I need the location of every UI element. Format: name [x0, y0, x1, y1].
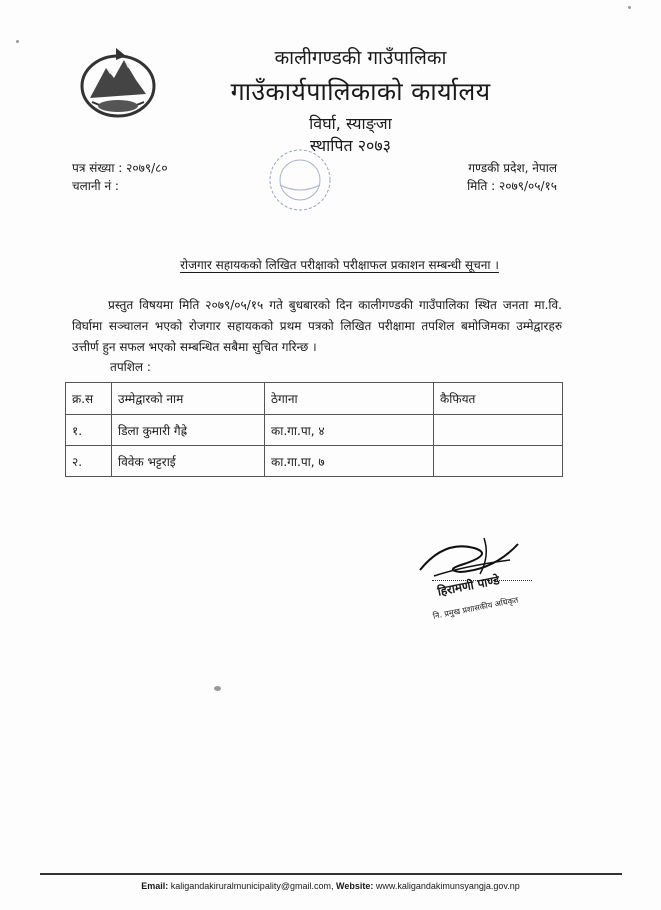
- header-address: ठेगाना: [265, 383, 434, 415]
- signatory-title: नि. प्रमुख प्रशासकीय अधिकृत: [432, 595, 520, 621]
- footer-contact: [0, 881, 661, 891]
- cell-serial: १.: [66, 415, 112, 446]
- footer-divider: [40, 873, 622, 875]
- office-stamp-icon: [250, 145, 350, 215]
- cell-serial: २.: [66, 446, 112, 477]
- subject-line: [0, 256, 661, 273]
- notice-body: [72, 295, 562, 358]
- website-label: Website:: [335, 881, 374, 891]
- municipality-name: कालीगण्डकी गाउँपालिका: [274, 47, 447, 69]
- scan-speck: [628, 6, 631, 9]
- table-row: [66, 446, 563, 477]
- letter-date: मिति : २०७९/०५/१५: [467, 179, 557, 193]
- dispatch-number: चलानी नं :: [72, 179, 119, 193]
- office-name: गाउँकार्यपालिकाको कार्यालय: [230, 77, 491, 106]
- reference-number: पत्र संख्या : २०७९/८०: [72, 161, 168, 175]
- cell-candidate-name: डिला कुमारी गैह्रे: [112, 415, 265, 446]
- header-serial: क्र.स: [66, 383, 112, 415]
- cell-address: का.गा.पा, ४: [265, 415, 434, 446]
- results-table: [65, 382, 563, 477]
- email-address[interactable]: kaligandakiruralmunicipality@gmail.com,: [170, 881, 334, 891]
- header-candidate-name: उम्मेद्वारको नाम: [112, 383, 265, 415]
- cell-remarks: [434, 415, 563, 446]
- subject-text: रोजगार सहायकको लिखित परीक्षाको परीक्षाफल प्रकाशन सम्बन्धी सूचना ।: [180, 258, 499, 272]
- signatory-name: हिरामणी पाण्डे: [436, 573, 501, 599]
- office-location: विर्घा, स्याङ्जा: [309, 114, 392, 133]
- province-name: गण्डकी प्रदेश, नेपाल: [468, 161, 557, 175]
- table-header-row: [66, 383, 563, 415]
- cell-candidate-name: विवेक भट्टराई: [112, 446, 265, 477]
- table-row: [66, 415, 563, 446]
- header-remarks: कैफियत: [434, 383, 563, 415]
- details-label: तपशिल :: [110, 360, 151, 374]
- notice-body-text: प्रस्तुत विषयमा मिति २०७९/०५/१५ गते बुधबारको दिन कालीगण्डकी गाउँपालिका स्थित जनता मा.वि. विर्घामा सञ्चालन भएको रोजगार सहायकको प्रथम पत्रको लिखित परीक्षामा तपशिल बमोजिमका उम्मेद्वारहरु उत्तीर्ण हुन सफल भएको सम्बन्धित सबैमा सुचित गरिन्छ ।: [72, 298, 562, 354]
- established-year: स्थापित २०७३: [310, 136, 391, 155]
- email-label: Email:: [141, 881, 169, 891]
- cell-address: का.गा.पा, ७: [265, 446, 434, 477]
- website-link[interactable]: www.kaligandakimunsyangja.gov.np: [375, 881, 520, 891]
- scan-speck: [214, 686, 221, 691]
- cell-remarks: [434, 446, 563, 477]
- scan-speck: [16, 40, 19, 43]
